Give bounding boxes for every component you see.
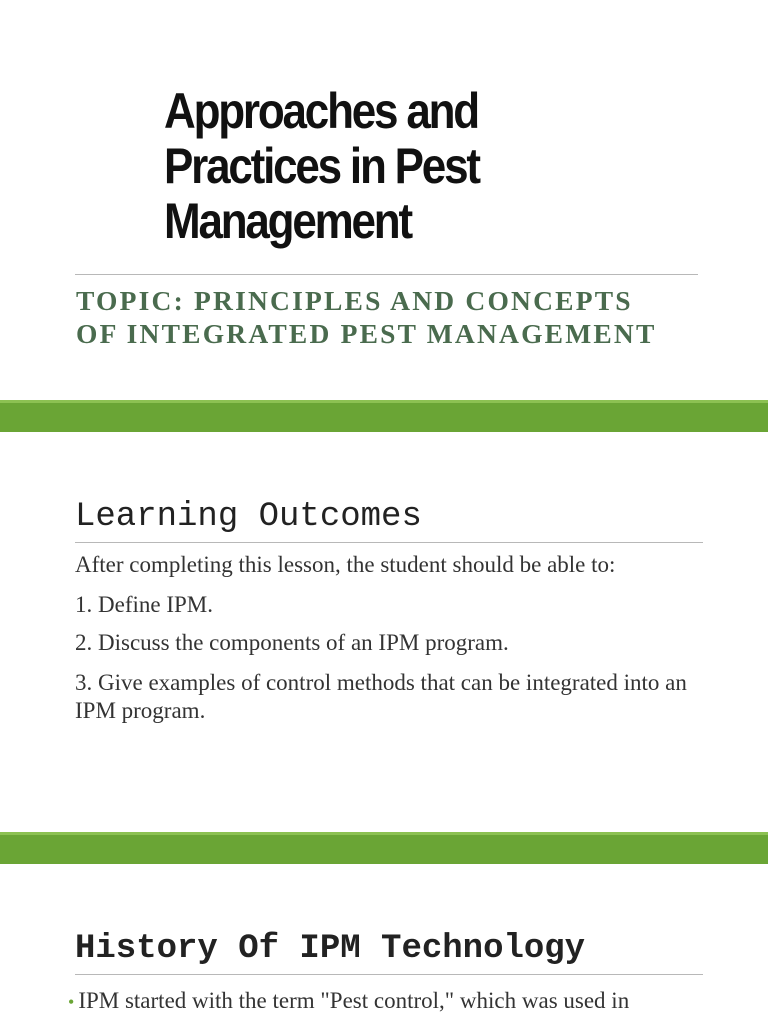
outcomes-intro: After completing this lesson, the student should be able to: <box>75 552 616 577</box>
heading-divider <box>75 974 703 975</box>
slide-subtitle <box>76 284 716 350</box>
title-line: Management <box>164 193 411 249</box>
learning-outcomes-heading: Learning Outcomes <box>75 498 422 536</box>
bullet-icon: • <box>68 992 75 1012</box>
subtitle-line: OF INTEGRATED PEST MANAGEMENT <box>76 318 657 349</box>
history-bullet <box>68 986 708 1017</box>
outcome-item: 2. Discuss the components of an IPM program. <box>75 630 509 655</box>
slide-title <box>164 84 534 249</box>
title-line: Approaches and <box>164 83 478 139</box>
outcome-item: 3. Give examples of control methods that can be integrated into an IPM program. <box>75 670 687 723</box>
subtitle-line: TOPIC: PRINCIPLES AND CONCEPTS <box>76 285 633 316</box>
slide-separator <box>0 832 768 864</box>
slide-separator <box>0 400 768 432</box>
outcome-item: 1. Define IPM. <box>75 592 213 617</box>
title-divider <box>75 274 698 275</box>
heading-divider <box>75 542 703 543</box>
history-heading: History Of IPM Technology <box>75 930 586 968</box>
title-line: Practices in Pest <box>164 138 479 194</box>
bullet-text: IPM started with the term "Pest control," which was used in <box>78 988 630 1013</box>
title-slide <box>0 0 768 400</box>
